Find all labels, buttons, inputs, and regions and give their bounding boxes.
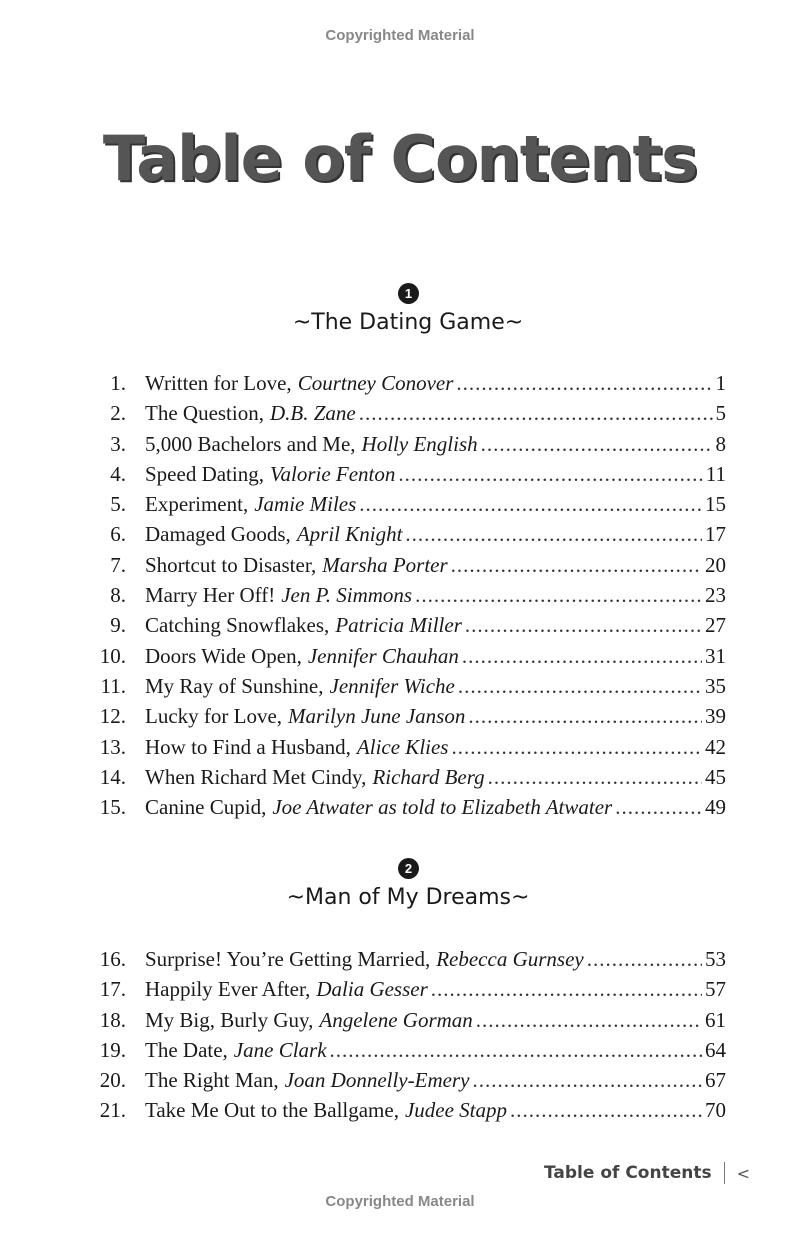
toc-entry-title: Catching Snowflakes, [145,613,330,638]
toc-dot-leader [468,704,702,729]
section-1-number-badge: 1 [398,283,419,304]
section-1-title: ~The Dating Game~ [292,310,524,335]
toc-entry-title: Doors Wide Open, [145,643,302,668]
toc-entry-page: 8 [715,431,726,456]
toc-dot-leader [456,371,712,396]
footer-divider [724,1162,725,1184]
toc-entry-title: Take Me Out to the Ballgame, [145,1098,399,1123]
toc-entry-number: 14. [99,764,126,789]
toc-entry [90,613,726,643]
toc-entry-author: Patricia Miller [335,613,462,638]
toc-dot-leader [481,432,713,457]
toc-entry-title: My Ray of Sunshine, [145,673,324,698]
toc-entry-title: Damaged Goods, [145,522,291,547]
toc-entry-author: Jamie Miles [254,492,357,517]
toc-entry-title: Experiment, [145,492,249,517]
toc-entry-page: 15 [705,492,726,517]
toc-entry-author: Jennifer Wiche [329,673,455,698]
toc-entry-author: Dalia Gesser [316,977,428,1002]
toc-entry [90,583,726,613]
toc-dot-leader [415,583,702,608]
toc-entry-number: 4. [110,461,126,486]
toc-entry-title: Written for Love, [145,371,292,395]
toc-entry [90,735,726,765]
toc-entry-author: Richard Berg [372,764,485,789]
toc-entry-title: Surprise! You’re Getting Married, [145,947,431,971]
toc-entry [90,522,726,552]
toc-entry-number: 6. [110,522,126,547]
toc-entry-title: Speed Dating, [145,461,264,486]
toc-entry [90,977,726,1007]
footer-running-head [544,1162,750,1184]
toc-entry-number: 21. [99,1098,126,1123]
toc-entry-page: 39 [705,704,726,729]
toc-entry-author: Marilyn June Janson [288,704,466,729]
toc-entry-number: 9. [110,613,126,638]
toc-entry-number: 11. [100,673,126,698]
toc-entry-page: 1 [715,371,726,395]
toc-entry-number: 12. [99,704,126,729]
toc-entry-page: 31 [705,643,726,668]
toc-entry [90,401,726,431]
toc-entry-title: 5,000 Bachelors and Me, [145,431,356,456]
toc-entry-page: 20 [705,552,726,577]
toc-entry-page: 42 [705,734,726,759]
toc-entry-page: 70 [705,1098,726,1123]
toc-entry [90,1008,726,1038]
toc-entry-number: 20. [99,1068,126,1093]
toc-entry-page: 57 [705,977,726,1002]
toc-entry-page: 5 [715,401,726,426]
toc-entry [90,1098,726,1128]
toc-entry-number: 5. [110,492,126,517]
toc-entry [90,674,726,704]
toc-entry [90,704,726,734]
toc-dot-leader [510,1098,702,1123]
toc-entry [90,492,726,522]
toc-entry-author: Valorie Fenton [269,461,396,486]
toc-entry-title: When Richard Met Cindy, [145,764,367,789]
toc-entry [90,765,726,795]
toc-entry-author: Alice Klies [356,734,449,759]
toc-entry-title: Shortcut to Disaster, [145,552,317,577]
toc-entry-author: Judee Stapp [404,1098,508,1123]
toc-entry-author: Joan Donnelly-Emery [284,1068,470,1093]
toc-entry-title: Canine Cupid, [145,795,267,820]
toc-dot-leader [488,765,702,790]
toc-entry-page: 53 [705,947,726,971]
toc-entry-page: 45 [705,764,726,789]
toc-entry-page: 27 [705,613,726,638]
toc-dot-leader [462,644,702,669]
toc-dot-leader [431,977,702,1002]
toc-entry-author: Rebecca Gurnsey [436,947,584,971]
toc-entry-author: Courtney Conover [297,371,454,395]
toc-entry-author: D.B. Zane [269,401,356,426]
toc-entry [90,947,726,977]
toc-entry [90,371,726,401]
toc-entry-title: My Big, Burly Guy, [145,1007,314,1032]
toc-entry [90,1038,726,1068]
toc-entry [90,432,726,462]
toc-dot-leader [615,795,702,820]
section-2-title: ~Man of My Dreams~ [286,885,530,910]
toc-dot-leader [587,947,702,972]
toc-entry-title: How to Find a Husband, [145,734,351,759]
toc-dot-leader [451,553,702,578]
toc-entry-author: Marsha Porter [322,552,448,577]
toc-entry-author: Holly English [361,431,478,456]
toc-entry-title: The Question, [145,401,264,426]
toc-entry-title: The Right Man, [145,1068,279,1093]
toc-entry-page: 23 [705,583,726,608]
toc-entry-page: 61 [705,1007,726,1032]
toc-entry-author: Jane Clark [233,1037,327,1062]
section-2-number-badge: 2 [398,858,419,879]
toc-entry-number: 3. [110,431,126,456]
toc-entry-author: Jennifer Chauhan [307,643,459,668]
toc-entry-author: April Knight [296,522,403,547]
toc-entry [90,553,726,583]
toc-entry-author: Angelene Gorman [319,1007,473,1032]
toc-entry-number: 19. [99,1037,126,1062]
toc-entry [90,462,726,492]
toc-entry-number: 2. [110,401,126,426]
footer-copyright: Copyrighted Material [325,1193,475,1210]
toc-entry-page: 17 [705,522,726,547]
toc-entry-number: 1. [110,371,126,395]
toc-dot-leader [476,1008,702,1033]
toc-entry-number: 16. [99,947,126,971]
toc-entry-page: 49 [705,795,726,820]
toc-entry-page: 64 [705,1037,726,1062]
header-copyright: Copyrighted Material [325,27,475,44]
toc-dot-leader [405,522,702,547]
toc-dot-leader [398,462,702,487]
footer-running-title: Table of Contents [544,1163,712,1183]
toc-entry [90,1068,726,1098]
toc-entry-page: 11 [705,461,726,486]
page-title: Table of Contents [102,122,698,195]
toc-entry-number: 15. [99,795,126,820]
toc-dot-leader [451,735,702,760]
toc-entry-page: 35 [705,673,726,698]
section-2-entries [90,947,726,1129]
toc-dot-leader [330,1038,702,1063]
toc-entry-number: 17. [99,977,126,1002]
toc-entry-number: 7. [110,552,126,577]
toc-dot-leader [359,401,713,426]
toc-dot-leader [359,492,702,517]
section-1-entries [90,371,726,825]
toc-entry-number: 10. [99,643,126,668]
toc-entry-title: Happily Ever After, [145,977,311,1002]
chevron-left-icon: < [736,1163,750,1183]
toc-entry-number: 18. [99,1007,126,1032]
toc-entry-title: Marry Her Off! [145,583,276,608]
toc-entry-author: Jen P. Simmons [281,583,413,608]
toc-entry-number: 8. [110,583,126,608]
toc-dot-leader [472,1068,702,1093]
toc-entry-number: 13. [99,734,126,759]
toc-entry-title: Lucky for Love, [145,704,283,729]
toc-dot-leader [458,674,702,699]
toc-entry [90,795,726,825]
toc-entry-title: The Date, [145,1037,228,1062]
toc-entry-page: 67 [705,1068,726,1093]
toc-dot-leader [465,613,702,638]
toc-entry [90,644,726,674]
toc-entry-author: Joe Atwater as told to Elizabeth Atwater [272,795,613,820]
